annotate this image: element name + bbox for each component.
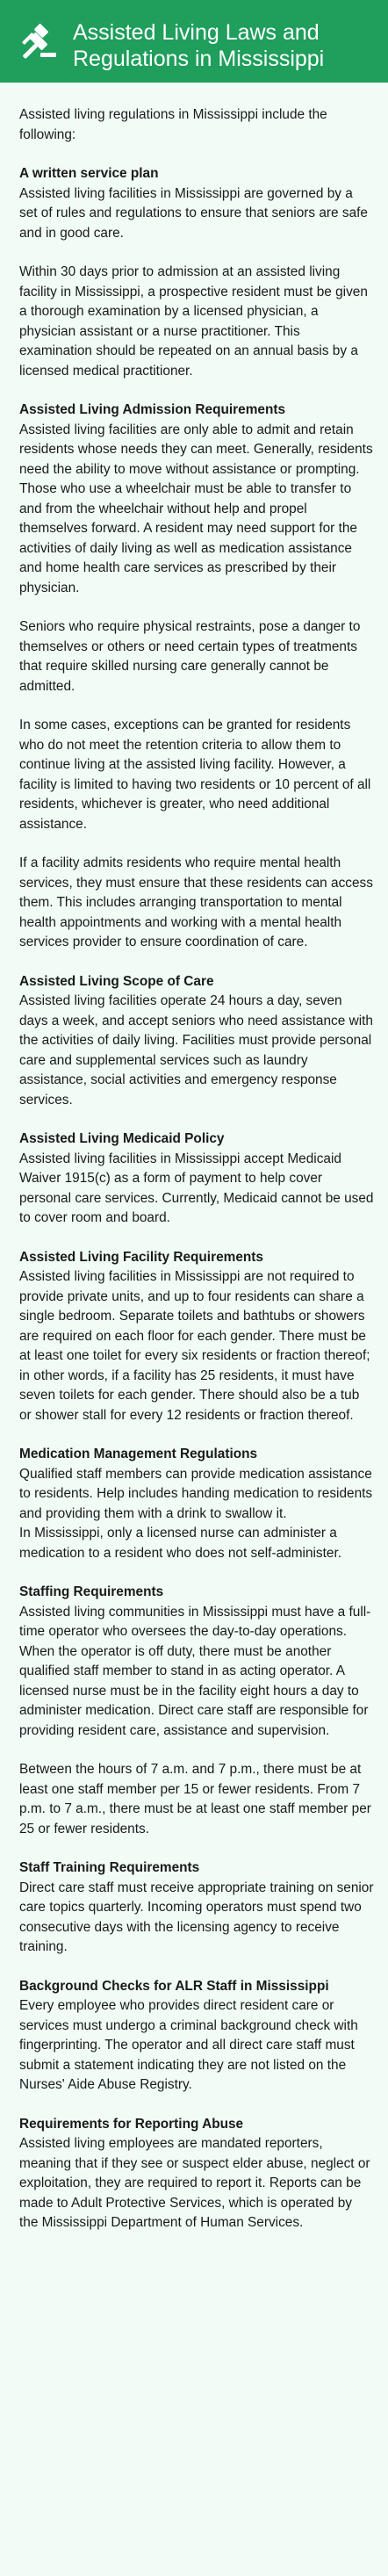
section-heading: Medication Management Regulations <box>19 1447 258 1461</box>
section-paragraph: Within 30 days prior to admission at an assisted living facility in Mississippi, a prospective resident must be given a thorough examination by a licensed physician, a physician assistant or a nurse practitioner. This examination should be repeated on an annual basis by a licensed medical practitioner. <box>19 264 368 379</box>
section-paragraph: If a facility admits residents who require mental health services, they must ensure that these residents can access them. This includes arranging transportation to mental health appointments and working with a mental health services provider to ensure coordination of care. <box>19 855 373 949</box>
section-paragraph: Assisted living employees are mandated reporters, meaning that if they see or suspect elder abuse, neglect or exploitation, they are required to report it. Reports can be made to Adult Protective Services, which is operated by the Mississippi Department of Human Services. <box>19 2136 370 2230</box>
section-paragraph: Qualified staff members can provide medication assistance to residents. Help includes handing medication to residents and providing them with a drink to swallow it. In Mississippi, only a licensed nurse can administer a medication to a resident who does not self-administer. <box>19 1466 373 1561</box>
article-body <box>19 105 374 2233</box>
section-paragraph: Direct care staff must receive appropriate training on senior care topics quarterly. Incoming operators must spend two consecutive days with the licensing agency to receive training. <box>19 1880 374 1954</box>
section-paragraph: Assisted living facilities in Mississippi are governed by a set of rules and regulations to ensure that seniors are safe and in good care. <box>19 185 368 241</box>
section-heading: Assisted Living Admission Requirements <box>19 402 286 417</box>
gavel-icon <box>19 23 58 61</box>
section-paragraph: Assisted living facilities operate 24 hours a day, seven days a week, and accept seniors who need assistance with the activities of daily living. Facilities must provide personal care and supplemental services such as laundry assistance, social activities and emergency response services. <box>19 993 373 1108</box>
intro-text: Assisted living regulations in Mississippi include the following: <box>19 107 327 142</box>
section-heading: Assisted Living Medicaid Policy <box>19 1131 225 1146</box>
header-banner <box>0 0 388 83</box>
section-heading: A written service plan <box>19 166 159 181</box>
section-heading: Background Checks for ALR Staff in Mississippi <box>19 1978 329 1994</box>
page-title: Assisted Living Laws and Regulations in Mississippi <box>73 20 325 71</box>
section-paragraph: Assisted living facilities in Mississippi accept Medicaid Waiver 1915(c) as a form of payment to help cover personal care services. Currently, Medicaid cannot be used to cover room and board. <box>19 1151 374 1225</box>
section-heading: Assisted Living Scope of Care <box>19 973 214 989</box>
section-paragraph: Assisted living facilities are only able to admit and retain residents whose needs they can meet. Generally, residents need the ability to move without assistance or prompting. Those who use a wheelchair must be able to transfer to and from the wheelchair without help and propel themselves forward. A resident may need support for the activities of daily living as well as medication assistance and home health care services as prescribed by their physician. <box>19 422 373 595</box>
section-heading: Requirements for Reporting Abuse <box>19 2116 244 2132</box>
section-paragraph: In some cases, exceptions can be granted for residents who do not meet the retention criteria to allow them to continue living at the assisted living facility. However, a facility is limited to having two residents or 10 percent of all residents, whichever is greater, who need additional assistance. <box>19 718 371 832</box>
section-heading: Staffing Requirements <box>19 1584 164 1599</box>
section-heading: Assisted Living Facility Requirements <box>19 1249 263 1265</box>
section-heading: Staff Training Requirements <box>19 1860 200 1875</box>
section-paragraph: Seniors who require physical restraints, pose a danger to themselves or others or need certain types of treatments that require skilled nursing care generally cannot be admitted. <box>19 619 361 694</box>
section-list <box>19 164 374 2233</box>
section-paragraph: Assisted living facilities in Mississippi are not required to provide private units, and up to four residents can share a single bedroom. Separate toilets and bathtubs or showers are required on each floor for each gender. There must be at least one toilet for every six residents or fraction thereof; in other words, if a facility has 25 residents, it must have seven toilets for each gender. There should also be a tub or shower stall for every 12 residents or fraction thereof. <box>19 1269 370 1423</box>
section-paragraph: Assisted living communities in Mississippi must have a full-time operator who oversees the day-to-day operations. When the operator is off duty, there must be another qualified staff member to stand in as acting operator. A licensed nurse must be in the facility eight hours a day to administer medication. Direct care staff are responsible for providing resident care, assistance and supervision. <box>19 1604 371 1738</box>
section-paragraph: Between the hours of 7 a.m. and 7 p.m., there must be at least one staff member per 15 or fewer residents. From 7 p.m. to 7 a.m., there must be at least one staff member per 25 or fewer residents. <box>19 1762 371 1836</box>
section-paragraph: Every employee who provides direct resident care or services must undergo a criminal background check with fingerprinting. The operator and all direct care staff must submit a statement indicating they are not listed on the Nurses' Aide Abuse Registry. <box>19 1998 358 2092</box>
